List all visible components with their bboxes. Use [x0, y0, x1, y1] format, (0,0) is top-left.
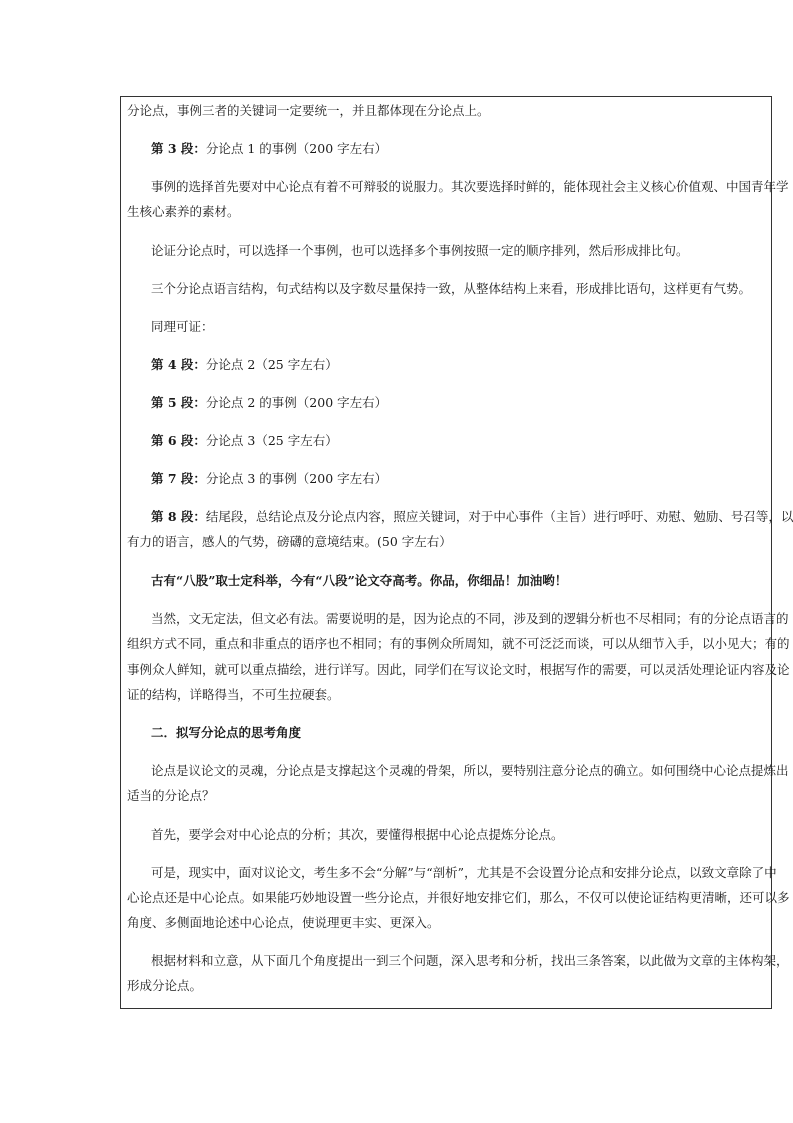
paragraph-description: 分论点 1 的事例（200 字左右）: [205, 141, 388, 156]
text-line: 当然，文无定法，但文必有法。需要说明的是，因为论点的不同，涉及到的逻辑分析也不尽相同；有的分论点语言的: [151, 611, 789, 626]
text-line: 同理可证：: [151, 319, 214, 334]
text-line: 有力的语言，感人的气势，磅礴的意境结束。(50 字左右）: [127, 534, 452, 549]
paragraph-number-label: 第 8 段：: [151, 509, 206, 524]
section-heading-paragraph-6: [151, 427, 338, 454]
paragraph-number-label: 第 5 段：: [151, 395, 206, 410]
text-line: 三个分论点语言结构，句式结构以及字数尽量保持一致，从整体结构上来看，形成排比语句，这样更有气势。: [151, 281, 752, 296]
text-line: 形成分论点。: [127, 978, 203, 993]
text-line: 论点是议论文的灵魂，分论点是支撑起这个灵魂的骨架，所以，要特别注意分论点的确立。如何围绕中心论点提炼出: [151, 763, 789, 778]
section-title: 二．拟写分论点的思考角度: [151, 725, 302, 740]
text-line: 证的结构，详略得当，不可生拉硬套。: [127, 687, 340, 702]
paragraph-number-label: 第 6 段：: [151, 433, 206, 448]
text-line: 事例的选择首先要对中心论点有着不可辩驳的说服力。其次要选择时鲜的，能体现社会主义核心价值观、中国青年学: [151, 179, 789, 194]
highlight-slogan: 古有“八股”取士定科举，今有“八段”论文夺高考。你品，你细品！加油哟！: [151, 573, 568, 588]
section-heading-paragraph-3: [151, 135, 387, 162]
section-heading-paragraph-7: [151, 465, 387, 492]
paragraph-number-label: 第 4 段：: [151, 357, 206, 372]
paragraph-description: 分论点 3 的事例（200 字左右）: [205, 471, 388, 486]
text-line: 角度、多侧面地论述中心论点，使说理更丰实、更深入。: [127, 915, 440, 930]
text-line: 论证分论点时，可以选择一个事例，也可以选择多个事例按照一定的顺序排列，然后形成排比句。: [151, 243, 689, 258]
paragraph-description: 结尾段，总结论点及分论点内容，照应关键词，对于中心事件（主旨）进行呼吁、劝慰、勉励、号召等，以: [205, 509, 793, 524]
text-line: 事例众人鲜知，就可以重点描绘，进行详写。因此，同学们在写议论文时，根据写作的需要，可以灵活处理论证内容及论: [127, 662, 790, 677]
paragraph-description: 分论点 2（25 字左右）: [205, 357, 338, 372]
section-heading-paragraph-4: [151, 351, 338, 378]
text-line: 组织方式不同，重点和非重点的语序也不相同；有的事例众所周知，就不可泛泛而谈，可以从细节入手，以小见大；有的: [127, 636, 790, 651]
paragraph-description: 分论点 2 的事例（200 字左右）: [205, 395, 388, 410]
section-heading-paragraph-5: [151, 389, 387, 416]
text-line: 首先，要学会对中心论点的分析；其次，要懂得根据中心论点提炼分论点。: [151, 827, 564, 842]
text-line: 心论点还是中心论点。如果能巧妙地设置一些分论点，并很好地安排它们，那么，不仅可以使论证结构更清晰，还可以多: [127, 890, 790, 905]
text-line: 生核心素养的素材。: [127, 204, 240, 219]
section-heading-paragraph-8: [151, 503, 793, 530]
document-text-box: [120, 96, 793, 1009]
text-line: 分论点，事例三者的关键词一定要统一，并且都体现在分论点上。: [127, 103, 490, 118]
paragraph-number-label: 第 7 段：: [151, 471, 206, 486]
text-line: 根据材料和立意，从下面几个角度提出一到三个问题，深入思考和分析，找出三条答案，以此做为文章的主体构架，: [151, 953, 789, 968]
text-line: 适当的分论点？: [127, 788, 215, 803]
paragraph-number-label: 第 3 段：: [151, 141, 206, 156]
paragraph-description: 分论点 3（25 字左右）: [205, 433, 338, 448]
text-line: 可是，现实中，面对议论文，考生多不会“分解”与“剖析”，尤其是不会设置分论点和安排分论点，以致文章除了中: [151, 865, 777, 880]
